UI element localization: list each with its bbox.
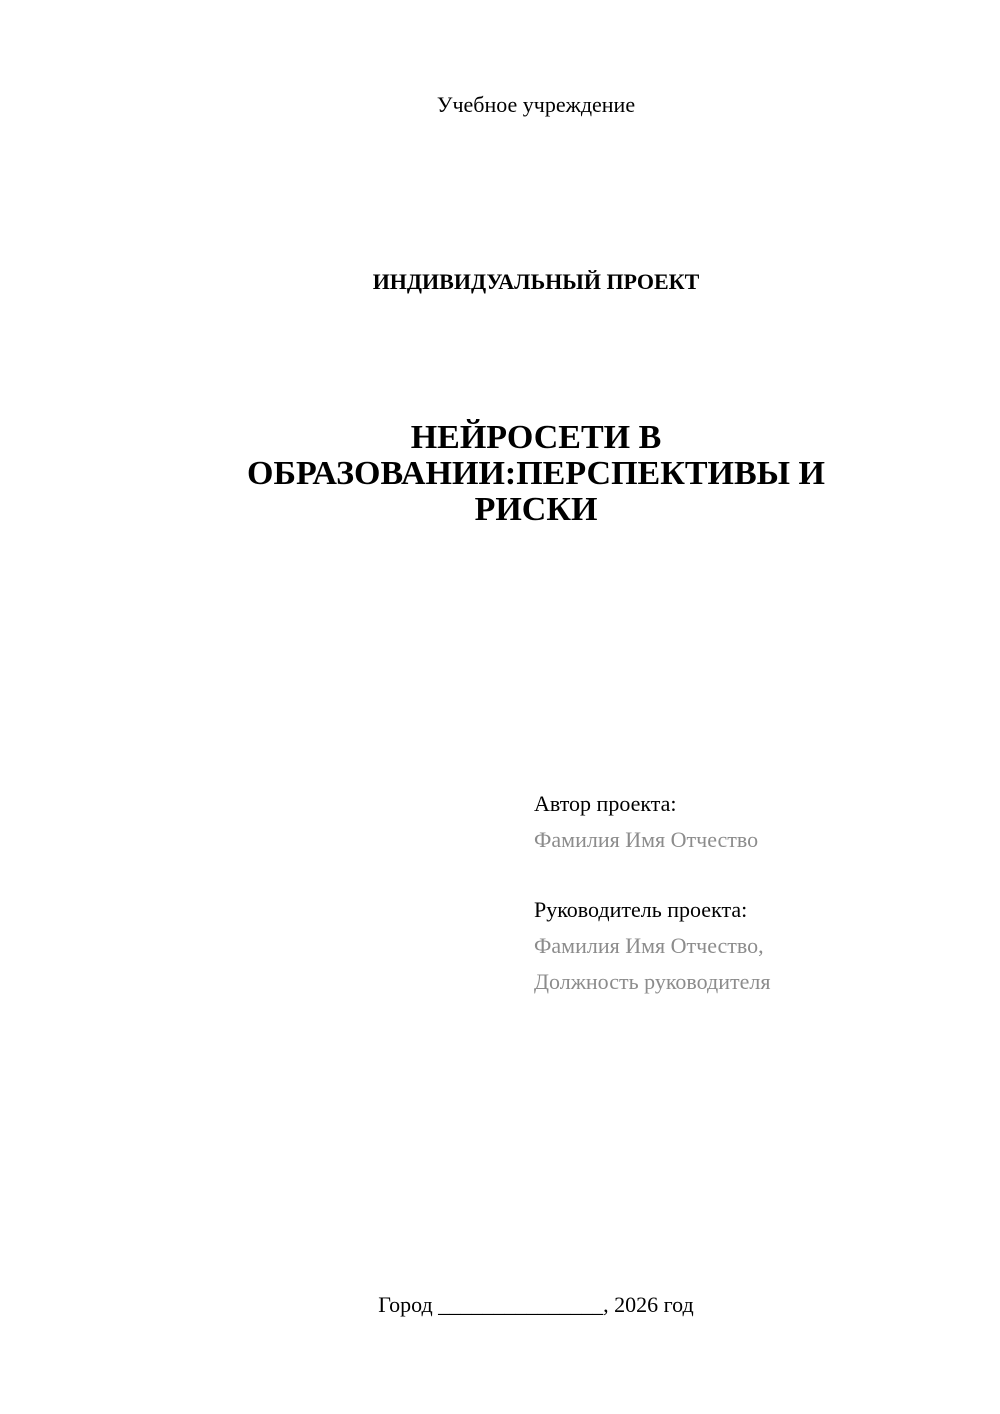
project-title-line-3: РИСКИ xyxy=(474,491,598,528)
spacer xyxy=(534,858,974,892)
city-year-line: Город _______________, 2026 год xyxy=(378,1292,694,1317)
project-people-block xyxy=(534,786,974,1000)
supervisor-name: Фамилия Имя Отчество, xyxy=(534,933,764,958)
supervisor-position: Должность руководителя xyxy=(534,969,771,994)
project-title-line-2: ОБРАЗОВАНИИ:ПЕРСПЕКТИВЫ И xyxy=(247,455,825,492)
project-type-heading: ИНДИВИДУАЛЬНЫЙ ПРОЕКТ xyxy=(372,269,700,294)
institution-name: Учебное учреждение xyxy=(436,92,636,117)
project-title-line-1: НЕЙРОСЕТИ В xyxy=(410,419,662,456)
author-label: Автор проекта: xyxy=(534,791,677,816)
supervisor-label: Руководитель проекта: xyxy=(534,897,748,922)
project-title xyxy=(150,420,922,528)
author-name: Фамилия Имя Отчество xyxy=(534,827,759,852)
